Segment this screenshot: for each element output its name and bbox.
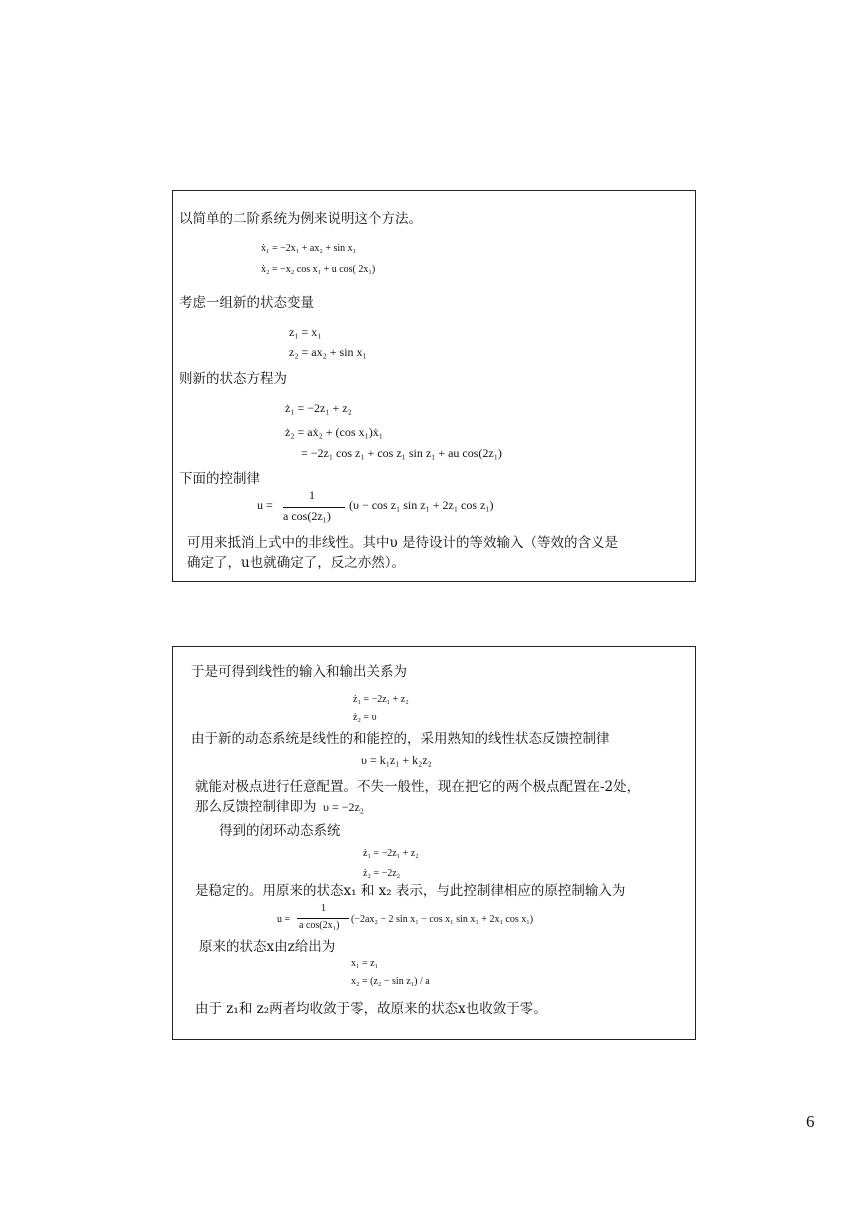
note-line-2: 确定了，u也就确定了，反之亦然）。 [187,555,405,571]
u-lhs: u = [257,498,273,512]
z1-definition: z₁ = x₁ [289,325,322,339]
u-numerator: 1 [309,488,315,502]
x1-equation: x₁ = z₁ [351,958,379,969]
reason-text: 由于新的动态系统是线性的和能控的，采用熟知的线性状态反馈控制律 [191,731,610,747]
linear-io-text: 于是可得到线性的输入和输出关系为 [191,664,407,680]
system-equation-1: ẋ₁ = −2x₁ + ax₂ + sin x₁ [261,243,357,254]
u2-rhs: (−2ax₂ − 2 sin x₁ − cos x₁ sin x₁ + 2x₁ cos x₁) [351,914,534,925]
fraction-line [283,507,345,508]
u-rhs: (υ − cos z₁ sin z₁ + 2z₁ cos z₁) [349,498,494,512]
closed-loop-equation-2: ż₂ = −2z₂ [363,868,401,879]
closed-loop-equation-1: ż₁ = −2z₁ + z₂ [363,848,419,859]
control-law-text: 下面的控制律 [179,471,260,487]
pole-text-1: 就能对极点进行任意配置。不失一般性，现在把它的两个极点配置在-2处， [195,779,641,795]
linear-equation-2: ż₂ = υ [353,712,377,723]
note-line-1: 可用来抵消上式中的非线性。其中υ 是待设计的等效输入（等效的含义是 [187,535,618,551]
z2-definition: z₂ = ax₂ + sin x₁ [289,345,367,359]
closed-loop-text: 得到的闭环动态系统 [219,823,341,839]
original-state-text: 原来的状态x由z给出为 [199,939,336,955]
pole-text-2: 那么反馈控制律即为 [195,799,317,815]
z2-dot-expansion: = −2z₁ cos z₁ + cos z₁ sin z₁ + au cos(2z₁) [301,446,502,460]
z1-dot-equation: ż₁ = −2z₁ + z₂ [285,401,352,415]
linear-equation-1: ż₁ = −2z₁ + z₂ [353,694,409,705]
feedback-value: υ = −2z₂ [323,800,364,814]
slide-1 [172,190,696,582]
new-state-text: 则新的状态方程为 [179,371,287,387]
consider-text: 考虑一组新的状态变量 [179,295,314,311]
system-equation-2: ẋ₂ = −x₂ cos x₁ + u cos( 2x₁) [261,264,376,275]
feedback-law: υ = k₁z₁ + k₂z₂ [361,753,432,767]
slide-2 [172,646,696,1040]
z2-dot-equation: ż₂ = aẋ₂ + (cos x₁)ẋ₁ [285,425,383,439]
u2-denominator: a cos(2x₁) [299,920,340,931]
intro-text: 以简单的二阶系统为例来说明这个方法。 [179,211,422,227]
u-denominator: a cos(2z₁) [283,509,331,523]
conclusion-text: 由于 z₁和 z₂两者均收敛于零，故原来的状态x也收敛于零。 [195,1001,547,1017]
fraction-line-2 [297,918,349,919]
stable-text: 是稳定的。用原来的状态x₁ 和 x₂ 表示，与此控制律相应的原控制输入为 [195,883,626,899]
u2-lhs: u = [277,914,291,925]
page-number: 6 [806,1112,815,1131]
x2-equation: x₂ = (z₂ − sin z₁) / a [351,976,430,987]
u2-numerator: 1 [321,903,326,914]
